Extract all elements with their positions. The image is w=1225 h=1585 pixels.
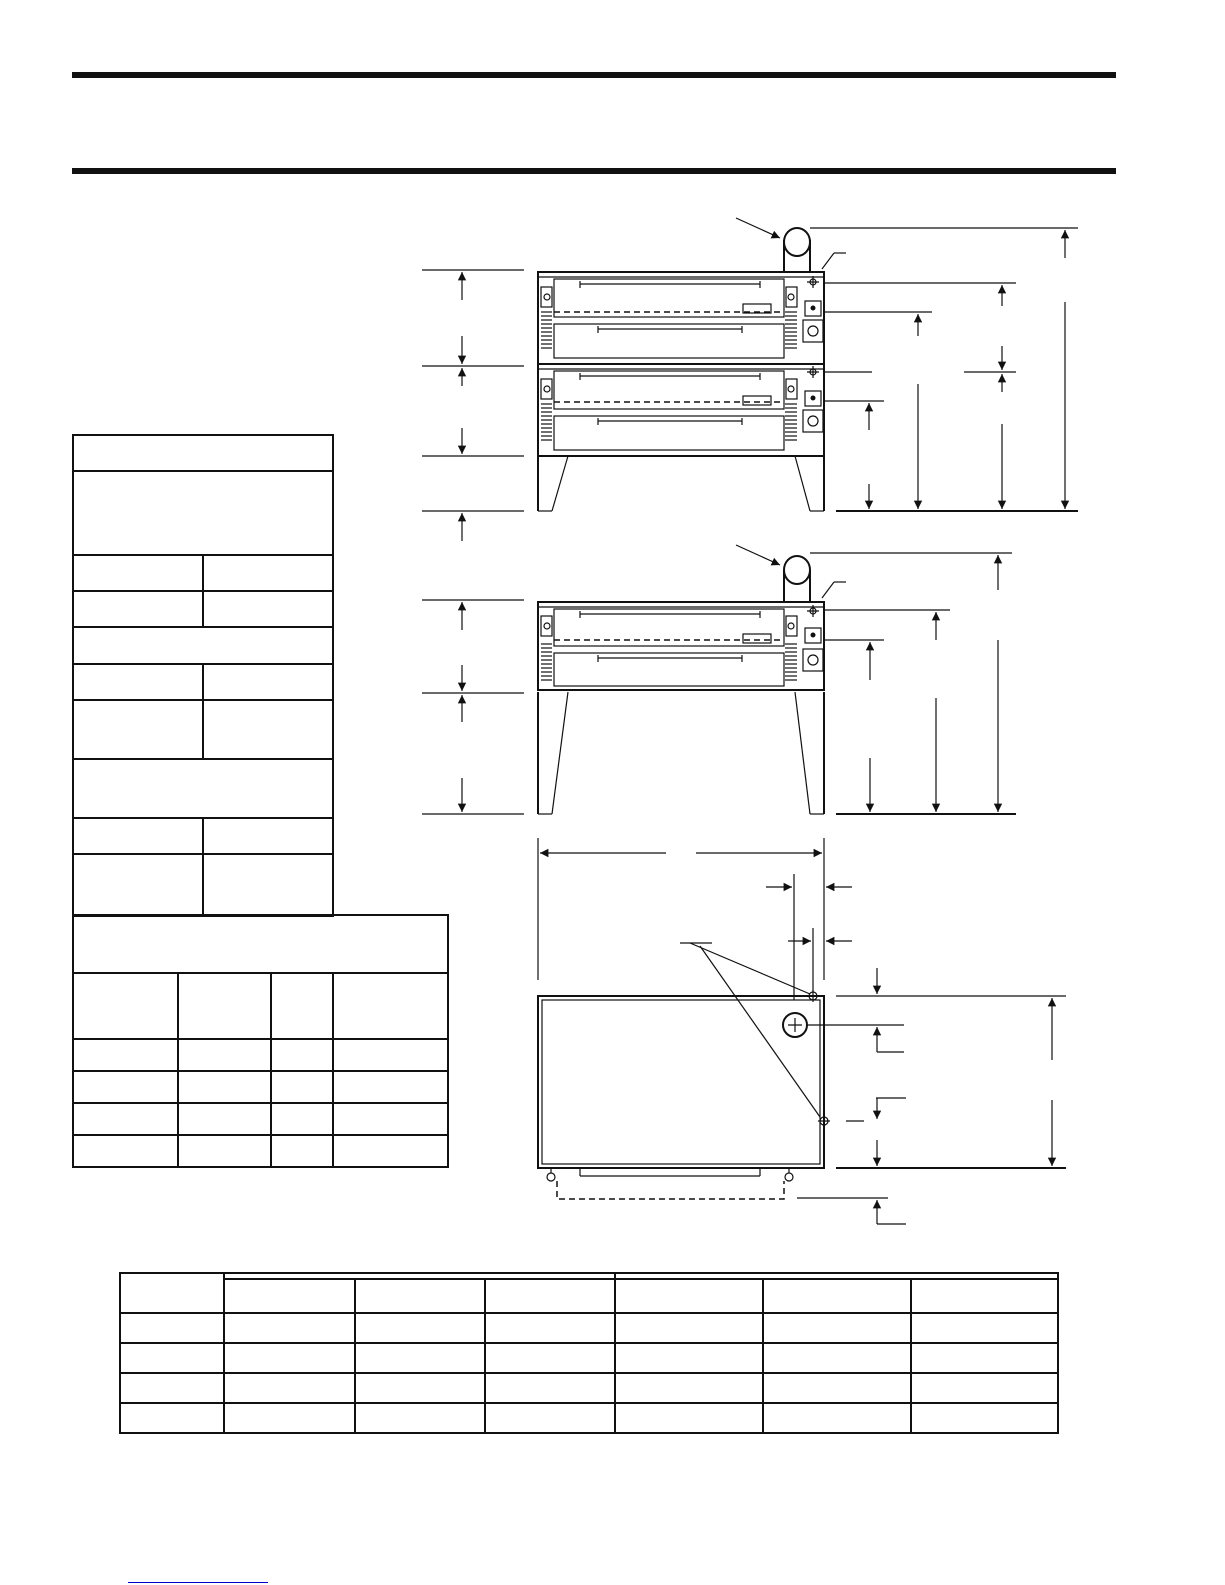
gas-table-cell [73,1103,178,1135]
model-sub-header [485,1279,615,1313]
model-table-cell [355,1373,485,1403]
lower-right-dimensions [810,553,1016,814]
model-table-row [120,1403,1058,1433]
model-table-sub-row [120,1279,1058,1313]
flue-leader [736,545,780,565]
spec-cell [203,700,333,759]
model-table-cell [120,1403,224,1433]
gas-table-cell [271,1071,333,1103]
model-sub-header [224,1279,355,1313]
model-table-cell [224,1403,355,1433]
gas-table-row [73,1135,448,1167]
spec-table [72,434,334,917]
spec-row [73,627,333,664]
gas-table-row [73,1039,448,1071]
gas-table-cell [333,1135,448,1167]
model-table-cell [763,1373,911,1403]
spec-row [73,435,333,471]
upper-deck [538,272,824,364]
spec-row [73,555,333,591]
model-table-cell [485,1313,615,1343]
spec-row [73,591,333,627]
model-sub-header [355,1279,485,1313]
model-table-cell [911,1403,1058,1433]
gas-table-cell [73,1039,178,1071]
header-rule [72,168,1116,174]
model-sub-header [763,1279,911,1313]
model-table-cell [485,1373,615,1403]
gas-table-cell [333,1039,448,1071]
spec-row [73,700,333,759]
lower-unit-legs [538,692,824,814]
model-table-row [120,1343,1058,1373]
spec-cell [203,818,333,854]
model-table-cell [224,1313,355,1343]
single-deck [538,602,824,690]
model-table-cell [615,1403,763,1433]
spec-cell [73,591,203,627]
model-table-cell [763,1403,911,1433]
single-deck-oven-elevation [422,545,1016,814]
gas-table-header-row [73,973,448,1039]
gas-table-cell [73,1071,178,1103]
lower-deck [538,364,824,456]
model-table-cell [615,1373,763,1403]
spec-row [73,471,333,555]
gas-table-cell [178,1071,271,1103]
model-table-cell [615,1343,763,1373]
gas-col-header [178,973,271,1039]
model-table-cell [355,1403,485,1433]
model-table-cell [485,1403,615,1433]
upper-left-dimensions [422,270,524,541]
model-table-cell [120,1313,224,1343]
spec-cell [203,854,333,916]
gas-col-header [73,973,178,1039]
gas-table-cell [271,1039,333,1071]
double-deck-oven-elevation [422,218,1078,541]
flue-collar-upper [784,228,810,272]
model-table-cell [120,1373,224,1403]
spec-cell [73,854,203,916]
spec-cell [73,435,333,471]
spec-cell [73,664,203,700]
model-table-cell [355,1313,485,1343]
spec-row [73,664,333,700]
lower-left-dimensions [422,600,524,814]
spec-row [73,818,333,854]
gas-table-cell [333,1103,448,1135]
gas-table-cell [178,1103,271,1135]
upper-unit-legs [538,456,824,511]
flue-collar-lower [784,556,810,603]
gas-table-row [73,1103,448,1135]
gas-table-cell [271,1103,333,1135]
gas-table-row [73,1071,448,1103]
spec-cell [73,700,203,759]
model-table-cell [120,1343,224,1373]
gas-table-title-row [73,915,448,973]
model-table-cell [911,1373,1058,1403]
gas-table-cell [73,1135,178,1167]
spec-cell [203,591,333,627]
gas-col-header [333,973,448,1039]
model-table-cell [911,1343,1058,1373]
spec-cell [73,471,333,555]
model-table-row [120,1313,1058,1343]
top-rule [72,72,1116,78]
gas-table-cell [333,1071,448,1103]
gas-table [72,914,449,1168]
model-table-cell [763,1343,911,1373]
gas-table-cell [178,1135,271,1167]
spec-cell [73,818,203,854]
gas-table-cell [271,1135,333,1167]
model-sub-header [615,1279,763,1313]
model-table-row [120,1373,1058,1403]
page-title [72,92,1116,152]
model-table-cell [763,1313,911,1343]
model-table-cell [615,1313,763,1343]
footer-link[interactable] [128,1566,268,1583]
upper-right-dimensions [810,228,1078,511]
spec-cell [73,627,333,664]
top-view-drawing [538,838,1066,1224]
model-table-cell [224,1343,355,1373]
spec-row [73,854,333,916]
model-table [119,1272,1059,1434]
spec-cell [203,555,333,591]
flue-leader [736,218,780,238]
spec-row [73,759,333,818]
spec-cell [73,759,333,818]
spec-cell [203,664,333,700]
model-table-cell [224,1373,355,1403]
model-table-cell [911,1313,1058,1343]
model-sub-header [911,1279,1058,1313]
model-table-cell [355,1343,485,1373]
model-table-cell [485,1343,615,1373]
gas-table-title [73,915,448,973]
gas-table-cell [178,1039,271,1071]
gas-col-header [271,973,333,1039]
model-col-header [120,1273,224,1313]
spec-cell [73,555,203,591]
